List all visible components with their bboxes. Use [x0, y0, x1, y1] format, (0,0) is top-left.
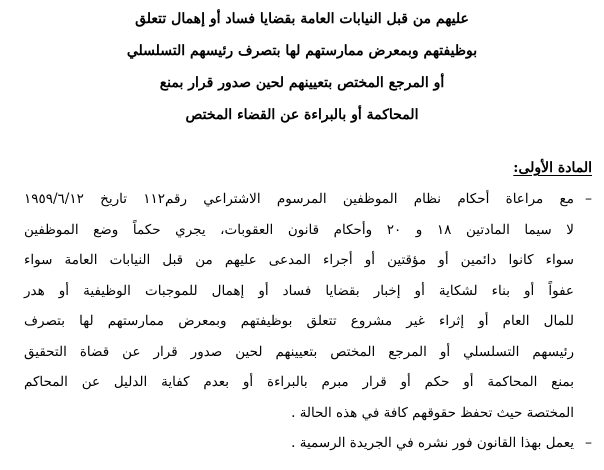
document-title	[20, 3, 584, 131]
paragraph-line: يعمل بهذا القانون فور نشره في الجريدة الرسمية .	[291, 435, 574, 451]
title-line: عليهم من قبل النيابات العامة بقضايا فساد أو إهمال تتعلق	[135, 11, 469, 27]
paragraph-line: للمال العام أو إثراء غير مشروع تتعلق بوظيفتهم وبمعرض ممارستهم لها بتصرف	[24, 313, 574, 329]
paragraph-line: مع مراعاة أحكام نظام الموظفين المرسوم الاشتراعي رقم١١٢ تاريخ ١٩٥٩/٦/١٢	[24, 191, 574, 207]
article-paragraph	[24, 428, 592, 459]
bullet-dash: –	[585, 435, 592, 451]
paragraph-line: بمنع المحاكمة أو حكم أو قرار مبرم بالبراءة أو بعدم كفاية الدليل عن المحاكم	[24, 374, 574, 390]
paragraph-line: رئيسهم التسلسلي أو المرجع المختص بتعيينهم لحين صدور قرار عن قضاة التحقيق	[24, 343, 574, 360]
paragraph-line: المختصة حيث تحفظ حقوقهم كافة في هذه الحالة .	[291, 404, 574, 421]
article-body	[24, 184, 592, 459]
title-line: بوظيفتهم وبمعرض ممارستهم لها بتصرف رئيسهم التسلسلي	[126, 43, 478, 59]
article-paragraph	[24, 184, 592, 428]
title-line: أو المرجع المختص بتعيينهم لحين صدور قرار بمنع	[159, 75, 445, 91]
article-heading: المادة الأولى:	[513, 160, 592, 176]
bullet-dash: –	[585, 191, 592, 207]
paragraph-line: سواء كانوا دائمين أو مؤقتين أو أجراء المدعى عليهم من قبل النيابات العامة سواء	[24, 252, 574, 268]
title-line: المحاكمة أو بالبراءة عن القضاء المختص	[185, 107, 419, 123]
paragraph-line: عفواً أو بناء لشكاية أو إخبار بقضايا فساد أو إهمال للموجبات الوظيفية أو هدر	[24, 282, 574, 299]
paragraph-line: لا سيما المادتين ١٨ و ٢٠ وأحكام قانون العقوبات، يجري حكماً وضع الموظفين	[24, 221, 574, 238]
